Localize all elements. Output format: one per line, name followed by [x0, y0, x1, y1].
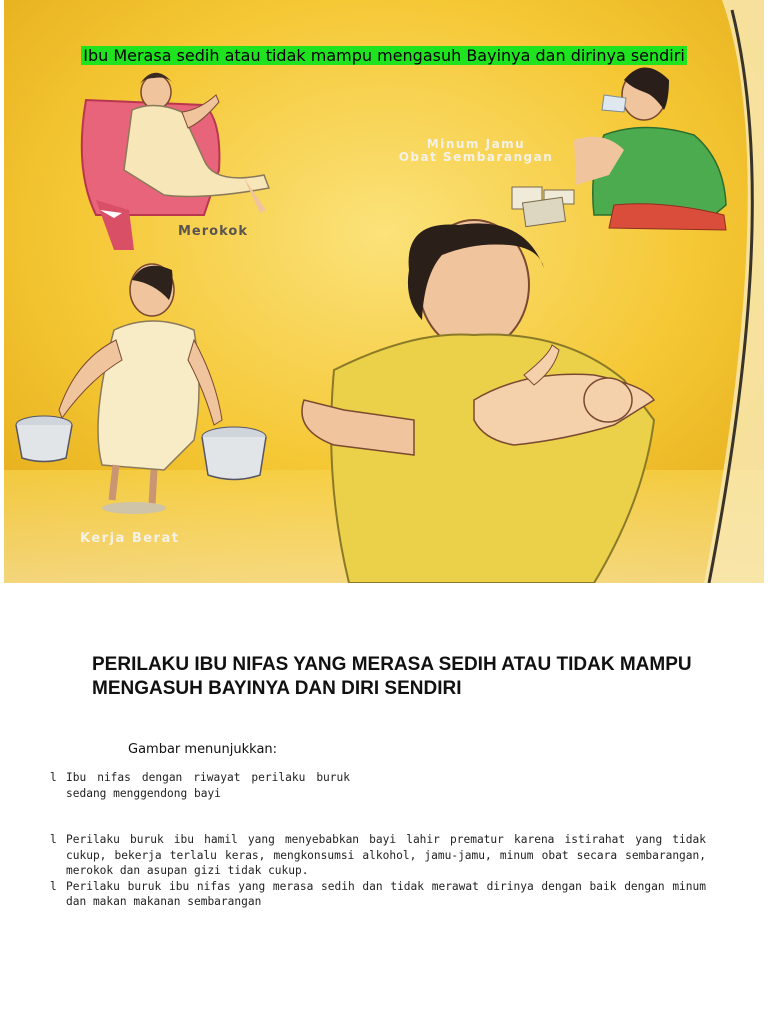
- list-item-text: Ibu nifas dengan riwayat perilaku buruk sedang menggendong bayi: [66, 771, 350, 800]
- list-bullet: l: [50, 833, 57, 846]
- illustration: [4, 0, 764, 583]
- illustration-artwork: [4, 0, 764, 583]
- caption-text: Ibu Merasa sedih atau tidak mampu mengasuh Bayinya dan dirinya sendiri: [83, 46, 685, 65]
- medicine-label-line2: Obat Sembarangan: [398, 150, 554, 164]
- section-subheading: Gambar menunjukkan:: [128, 742, 278, 757]
- list-item: [50, 879, 706, 910]
- illustration-caption: [0, 46, 768, 66]
- list-item: [50, 770, 350, 801]
- medicine-label: [378, 138, 574, 164]
- list-item: [50, 832, 706, 879]
- medicine-label-line1: Minum Jamu: [426, 137, 526, 151]
- list-b: [50, 832, 706, 910]
- list-bullet: l: [50, 879, 57, 893]
- smoking-label: Merokok: [178, 224, 248, 239]
- list-bullet: l: [50, 771, 57, 784]
- list-item-text: Perilaku buruk ibu hamil yang menyebabkan bayi lahir prematur karena istirahat yang tidak cukup, bekerja terlalu keras, mengkonsumsi alkohol, jamu-jamu, minum obat secara sembarangan, merokok dan asupan gizi tidak cukup.: [66, 833, 706, 877]
- heavy-work-label: Kerja Berat: [80, 531, 180, 546]
- page-title: PERILAKU IBU NIFAS YANG MERASA SEDIH ATAU TIDAK MAMPU MENGASUH BAYINYA DAN DIRI SENDIRI: [92, 654, 692, 699]
- list-a: [50, 770, 350, 801]
- list-item-text: Perilaku buruk ibu nifas yang merasa sedih dan tidak merawat dirinya dengan baik dengan minum dan makan makanan sembarangan: [66, 879, 706, 908]
